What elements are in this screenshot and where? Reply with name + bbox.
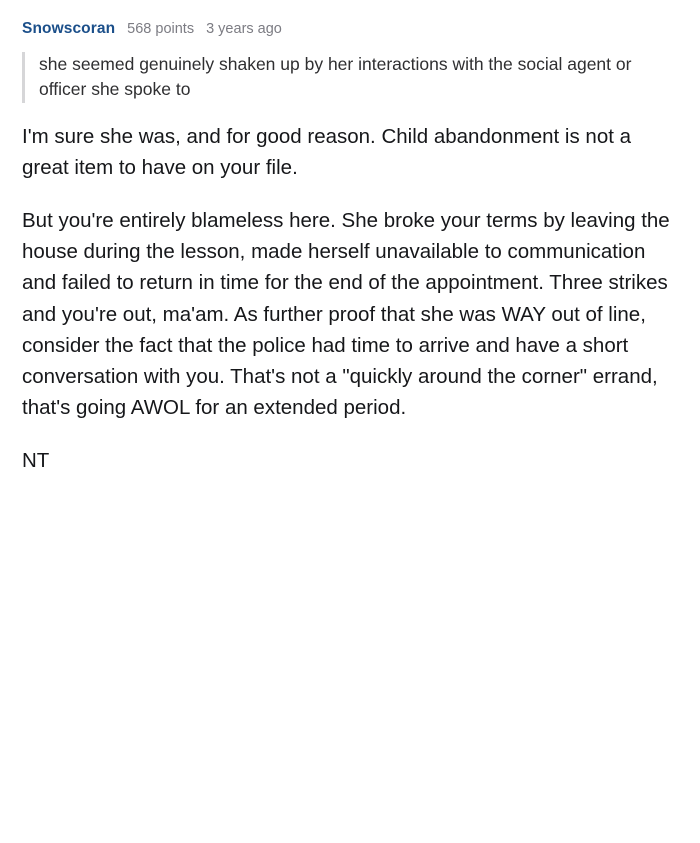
comment-paragraph-3: NT bbox=[22, 449, 50, 473]
comment-author[interactable]: Snowscoran bbox=[22, 20, 116, 37]
comment-paragraph-1: I'm sure she was, and for good reason. Child abandonment is not a great item to have on your file. bbox=[22, 124, 632, 179]
comment-metadata bbox=[22, 20, 678, 38]
quoted-text bbox=[22, 52, 678, 103]
comment-age: 3 years ago bbox=[206, 21, 282, 37]
comment-paragraph-2: But you're entirely blameless here. She broke your terms by leaving the house during the lesson, made herself unavailable to communication and failed to return in time for the end of the appointment. Three strikes and you're out, ma'am. As further proof that she was WAY out of line, consider the fact that the police had time to arrive and have a short conversation with you. That's not a "quickly around the corner" errand, that's going AWOL for an extended period. bbox=[22, 209, 670, 419]
comment-points: 568 points bbox=[127, 21, 195, 37]
quoted-text-content: she seemed genuinely shaken up by her interactions with the social agent or officer she spoke to bbox=[39, 54, 632, 100]
